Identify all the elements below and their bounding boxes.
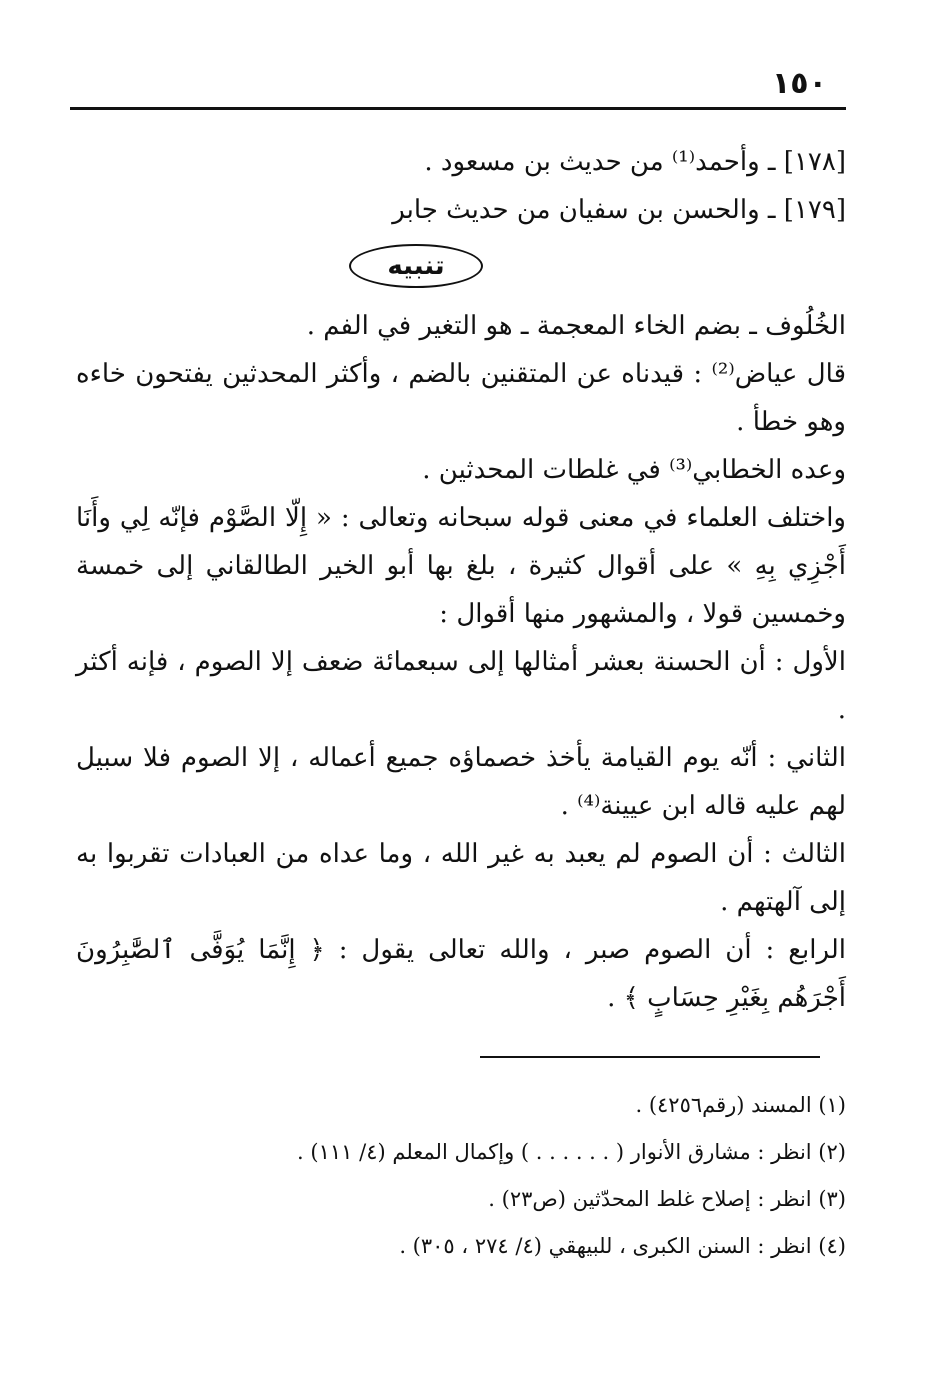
paragraph-khattabi: وعده الخطابي⁽³⁾ في غلطات المحدثين . (422, 455, 846, 485)
header-divider (70, 107, 846, 110)
section-heading: تنبيه (349, 244, 482, 288)
paragraph-fourth: الرابع : أن الصوم صبر ، والله تعالى يقول : ﴿ إِنَّمَا يُوَفَّى ٱلصَّٰبِرُونَ أَجْرَهُم بِغَيْرِ حِسَابٍ ﴾ . (76, 935, 846, 1013)
footnotes (200, 1082, 846, 1270)
footnote-4: (٤) انظر : السنن الكبرى ، للبيهقي (٤/ ٢٧٤ ، ٣٠٥) . (399, 1234, 846, 1258)
footnote-2: (٢) انظر : مشارق الأنوار ( . . . . . . ) وإكمال المعلم (٤/ ١١١) . (297, 1140, 846, 1164)
footnote-divider (480, 1056, 820, 1058)
main-text (76, 138, 846, 1022)
paragraph-iyad: قال عياض⁽²⁾ : قيدناه عن المتقنين بالضم ، وأكثر المحدثين يفتحون خاءه وهو خطأ . (76, 359, 847, 437)
paragraph-ikhtilaf: واختلف العلماء في معنى قوله سبحانه وتعالى : « إِلّا الصَّوْم فإنّه لِي وأَنَا أَجْزِي بِهِ » على أقوال كثيرة ، بلغ بها أبو الخير الطالقاني إلى خمسة وخمسين قولا ، والمشهور منها أقوال : (76, 503, 846, 629)
hadith-line-178: [١٧٨] ـ وأحمد⁽¹⁾ من حديث بن مسعود . (424, 147, 846, 177)
paragraph-third: الثالث : أن الصوم لم يعبد به غير الله ، وما عداه من العبادات تقربوا به إلى آلهتهم . (76, 839, 846, 917)
page-number: ١٥٠ (772, 66, 827, 101)
hadith-line-179: [١٧٩] ـ والحسن بن سفيان من حديث جابر (392, 195, 846, 225)
section-heading-container (76, 238, 846, 298)
footnote-3: (٣) انظر : إصلاح غلط المحدّثين (ص٢٣) . (488, 1187, 846, 1211)
footnote-1: (١) المسند (رقم٤٢٥٦) . (635, 1093, 846, 1117)
paragraph-first: الأول : أن الحسنة بعشر أمثالها إلى سبعمائة ضعف إلا الصوم ، فإنه أكثر . (76, 647, 846, 725)
paragraph-second: الثاني : أنّه يوم القيامة يأخذ خصماؤه جميع أعماله ، إلا الصوم فلا سبيل لهم عليه قاله ابن عيينة⁽⁴⁾ . (76, 743, 846, 821)
paragraph-khuluf: الخُلُوف ـ بضم الخاء المعجمة ـ هو التغير في الفم . (306, 311, 846, 341)
